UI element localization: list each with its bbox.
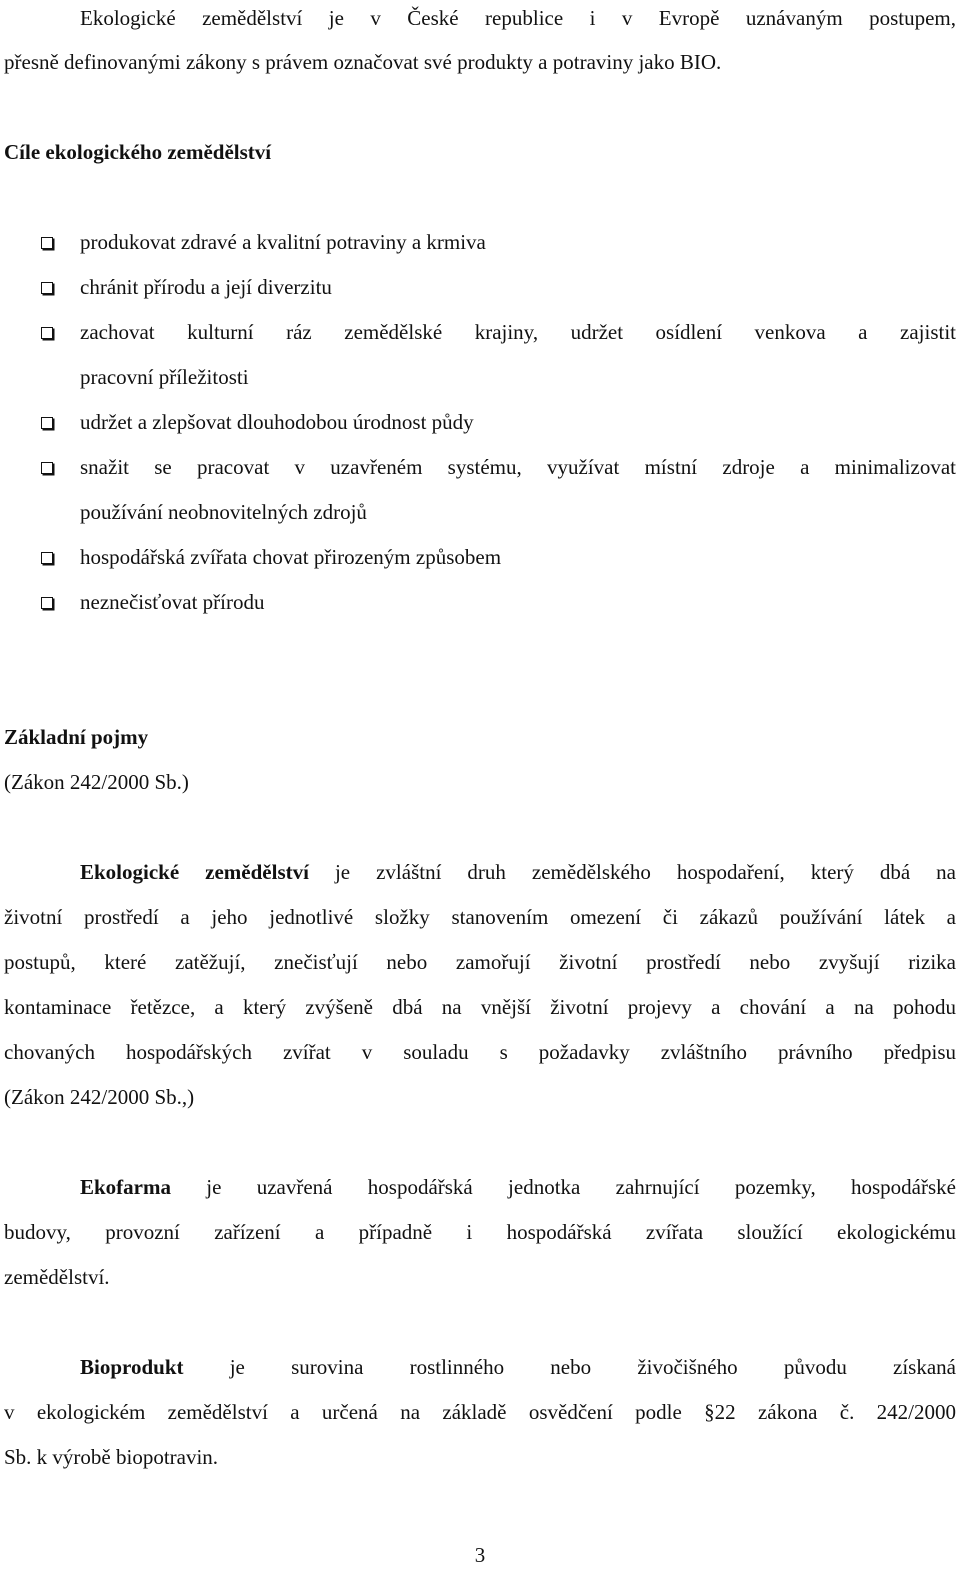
- def-eko-line-1: [80, 850, 956, 895]
- goal-item-6: hospodářská zvířata chovat přirozeným způsobem: [80, 545, 502, 569]
- def-farm-line-3: zemědělství.: [4, 1265, 110, 1289]
- def-eko-line-5: chovaných hospodářských zvířat v souladu s požadavky zvláštního právního předpisu: [4, 1040, 956, 1064]
- intro-line-1: Ekologické zemědělství je v České republice i v Evropě uznávaným postupem,: [80, 6, 956, 30]
- goal-item-2: chránit přírodu a její diverzitu: [80, 275, 332, 299]
- def-farm-line-2: budovy, provozní zařízení a případně i hospodářská zvířata sloužící ekologickému: [4, 1220, 956, 1244]
- def-eko-line-3: postupů, které zatěžují, znečisťují nebo zamořují životní prostředí nebo zvyšují rizika: [4, 950, 956, 974]
- def-bio-text: je surovina rostlinného nebo živočišného původu získaná: [183, 1355, 956, 1379]
- def-farm-line-1: [80, 1165, 956, 1210]
- page-number: 3: [474, 1543, 486, 1567]
- intro-line-2: přesně definovanými zákony s právem označovat své produkty a potraviny jako BIO.: [4, 50, 722, 74]
- goal-item-1: produkovat zdravé a kvalitní potraviny a krmiva: [80, 230, 486, 254]
- def-eko-line-4: kontaminace řetězce, a který zvýšeně dbá na vnější životní projevy a chování a na pohodu: [4, 995, 956, 1019]
- def-eko-text: je zvláštní druh zemědělského hospodaření, který dbá na: [308, 860, 957, 884]
- goals-heading: Cíle ekologického zemědělství: [4, 140, 272, 164]
- basics-source: (Zákon 242/2000 Sb.): [4, 770, 189, 794]
- def-farm-term: Ekofarma: [80, 1175, 171, 1199]
- goal-item-4: udržet a zlepšovat dlouhodobou úrodnost půdy: [80, 410, 474, 434]
- def-eko-term: Ekologické zemědělství: [80, 860, 309, 884]
- checkbox-bullet-icon: [41, 327, 53, 339]
- def-eko-line-2: životní prostředí a jeho jednotlivé složky stanovením omezení či zákazů používání látek a: [4, 905, 956, 929]
- checkbox-bullet-icon: [41, 462, 53, 474]
- checkbox-bullet-icon: [41, 282, 53, 294]
- goal-item-5: snažit se pracovat v uzavřeném systému, využívat místní zdroje a minimalizovat: [80, 455, 956, 479]
- def-bio-line-1: [80, 1345, 956, 1390]
- goal-item-3-cont: pracovní příležitosti: [80, 365, 249, 389]
- checkbox-bullet-icon: [41, 552, 53, 564]
- checkbox-bullet-icon: [41, 417, 53, 429]
- def-bio-line-2: v ekologickém zemědělství a určená na základě osvědčení podle §22 zákona č. 242/2000: [4, 1400, 956, 1424]
- goal-item-5-cont: používání neobnovitelných zdrojů: [80, 500, 367, 524]
- checkbox-bullet-icon: [41, 237, 53, 249]
- def-bio-term: Bioprodukt: [80, 1355, 184, 1379]
- goal-item-7: neznečisťovat přírodu: [80, 590, 265, 614]
- def-bio-line-3: Sb. k výrobě biopotravin.: [4, 1445, 219, 1469]
- def-eko-line-6: (Zákon 242/2000 Sb.,): [4, 1085, 195, 1109]
- goal-item-3: zachovat kulturní ráz zemědělské krajiny, udržet osídlení venkova a zajistit: [80, 320, 956, 344]
- def-farm-text: je uzavřená hospodářská jednotka zahrnující pozemky, hospodářské: [171, 1175, 956, 1199]
- checkbox-bullet-icon: [41, 597, 53, 609]
- basics-heading: Základní pojmy: [4, 725, 149, 749]
